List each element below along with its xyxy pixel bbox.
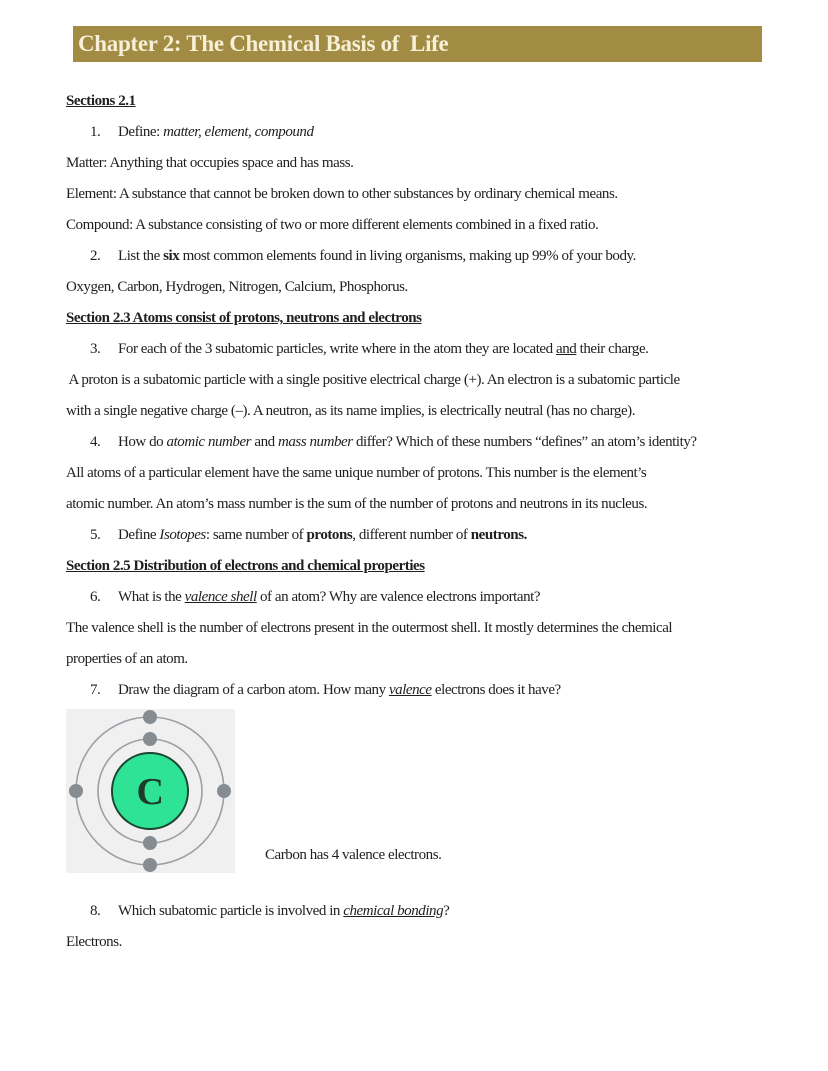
carbon-atom-figure [66, 709, 778, 873]
question-number: 5. [90, 527, 101, 543]
text-segment: mass number [278, 434, 353, 450]
text-segment: Compound: A substance consisting of two or more different elements combined in a fixed ratio. [66, 217, 599, 233]
electron-dot [143, 836, 157, 850]
section-heading [66, 551, 778, 582]
text-segment: For each of the 3 subatomic particles, write where in the atom they are located [118, 341, 556, 357]
question-number: 6. [90, 589, 101, 605]
text-segment: matter, element, compound [163, 124, 314, 140]
electron-dot [217, 784, 231, 798]
question-number: 4. [90, 434, 101, 450]
text-segment: A proton is a subatomic particle with a single positive electrical charge (+). An electron is a subatomic particle [66, 372, 680, 388]
answer-line [66, 489, 778, 520]
text-segment: Electrons. [66, 934, 122, 950]
text-segment: Section 2.5 Distribution of electrons and chemical properties [66, 558, 425, 574]
text-segment: What is the [118, 589, 185, 605]
answer-line [66, 613, 778, 644]
text-segment: Sections 2.1 [66, 93, 136, 109]
text-segment: The valence shell is the number of electrons present in the outermost shell. It mostly determines the chemical [66, 620, 673, 636]
text-segment: six [163, 248, 180, 264]
question-number: 8. [90, 903, 101, 919]
text-segment: Matter: Anything that occupies space and has mass. [66, 155, 354, 171]
text-segment: their charge. [576, 341, 649, 357]
question-line [66, 675, 778, 706]
question-number: 7. [90, 682, 101, 698]
text-segment: valence shell [184, 589, 257, 605]
question-line [66, 427, 778, 458]
question-line [66, 334, 778, 365]
text-segment: , different number of [352, 527, 471, 543]
answer-line [66, 179, 778, 210]
question-number: 1. [90, 124, 101, 140]
question-number: 3. [90, 341, 101, 357]
answer-line [66, 148, 778, 179]
answer-line [66, 210, 778, 241]
text-segment: atomic number. An atom’s mass number is the sum of the number of protons and neutrons in its nucleus. [66, 496, 648, 512]
text-segment: of an atom? Why are valence electrons important? [256, 589, 541, 605]
answer-line [66, 458, 778, 489]
answer-line [66, 272, 778, 303]
text-segment: Section 2.3 Atoms consist of protons, neutrons and electrons [66, 310, 422, 326]
electron-dot [143, 732, 157, 746]
text-segment: All atoms of a particular element have the same unique number of protons. This number is the element’s [66, 465, 647, 481]
text-segment: Draw the diagram of a carbon atom. How many [118, 682, 389, 698]
chapter-title-banner [73, 26, 762, 62]
answer-line [66, 927, 778, 958]
text-segment: : same number of [205, 527, 307, 543]
question-line [66, 241, 778, 272]
question-line [66, 896, 778, 927]
text-segment: Which subatomic particle is involved in [118, 903, 344, 919]
text-segment: and [556, 341, 577, 357]
text-segment: properties of an atom. [66, 651, 188, 667]
text-segment: List the [118, 248, 164, 264]
electron-dot [69, 784, 83, 798]
text-segment: differ? Which of these numbers “defines” an atom’s identity? [352, 434, 697, 450]
text-segment: Define: [118, 124, 164, 140]
text-segment: How do [118, 434, 167, 450]
electron-dot [143, 858, 157, 872]
text-segment: valence [388, 682, 432, 698]
text-segment: and [251, 434, 278, 450]
question-line [66, 117, 778, 148]
text-segment: most common elements found in living organisms, making up 99% of your body. [179, 248, 636, 264]
question-line [66, 520, 778, 551]
document-body [66, 86, 778, 958]
text-segment: protons [306, 527, 353, 543]
answer-line [66, 644, 778, 675]
section-heading [66, 86, 778, 117]
text-segment: neutrons. [470, 527, 527, 543]
carbon-atom-diagram [66, 709, 235, 873]
chapter-title: Chapter 2: The Chemical Basis of Life [78, 31, 449, 56]
text-segment: ? [443, 903, 450, 919]
question-number: 2. [90, 248, 101, 264]
text-segment: electrons does it have? [431, 682, 561, 698]
section-heading [66, 303, 778, 334]
text-segment: Isotopes [159, 527, 206, 543]
figure-caption: Carbon has 4 valence electrons. [265, 847, 442, 863]
text-segment: Define [118, 527, 160, 543]
answer-line [66, 365, 778, 396]
text-segment: with a single negative charge (–). A neutron, as its name implies, is electrically neutral (has no charge). [66, 403, 636, 419]
text-segment: atomic number [166, 434, 252, 450]
nucleus-label: C [136, 771, 164, 813]
text-segment: chemical bonding [343, 903, 444, 919]
text-segment: Element: A substance that cannot be broken down to other substances by ordinary chemical means. [66, 186, 618, 202]
text-segment: Oxygen, Carbon, Hydrogen, Nitrogen, Calcium, Phosphorus. [66, 279, 408, 295]
electron-dot [143, 710, 157, 724]
question-line [66, 582, 778, 613]
answer-line [66, 396, 778, 427]
